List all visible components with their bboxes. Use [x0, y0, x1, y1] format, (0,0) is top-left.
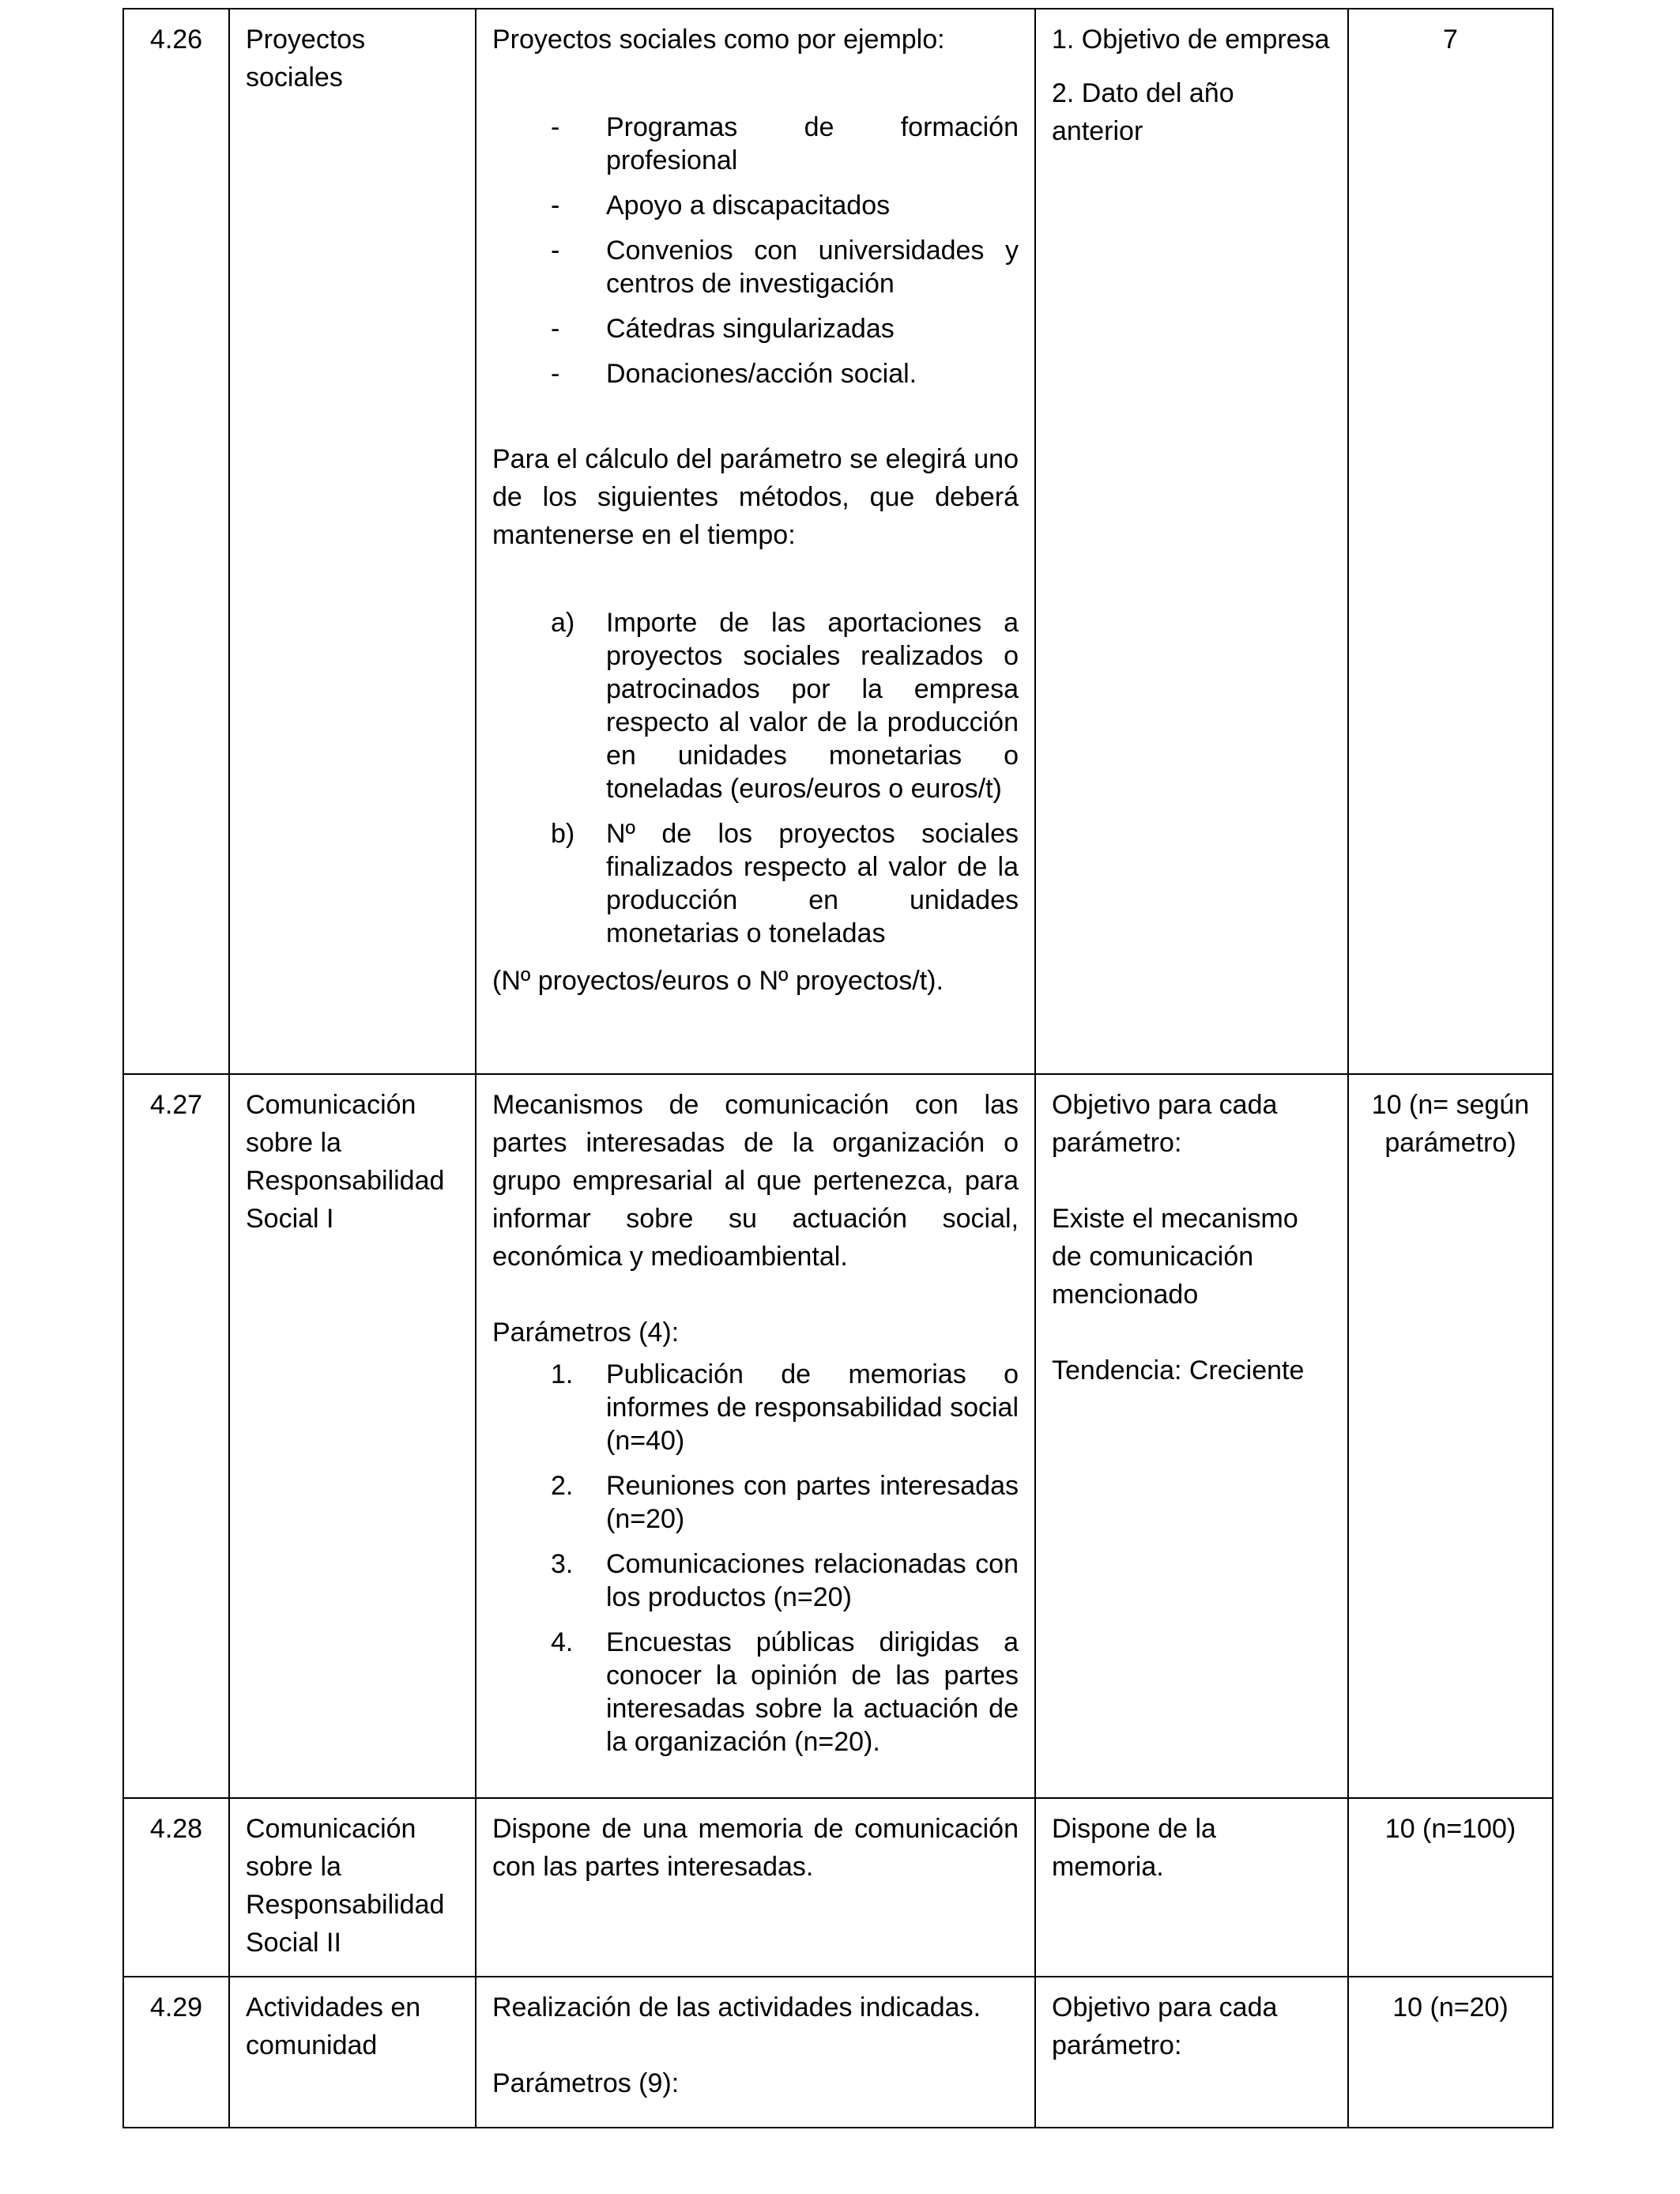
list-item: a) Importe de las aportaciones a proyectos sociales realizados o patrocinados por la empresa respecto al valor de la producción en unidades monetarias o toneladas (euros/euros o euros/t) — [551, 608, 1019, 804]
table-row — [123, 1977, 1553, 2128]
params-label: Parámetros (4): — [492, 1318, 680, 1348]
row-name-line: Comunicación — [246, 1090, 416, 1120]
row-name-line: Social I — [246, 1204, 334, 1234]
method-paragraph: Para el cálculo del parámetro se elegirá uno de los siguientes métodos, que deberá mantenerse en el tiempo: — [492, 444, 1019, 550]
row-objective — [1035, 1977, 1348, 2128]
table-row — [123, 9, 1553, 1074]
criteria-table — [122, 8, 1554, 2128]
row-number: 4.28 — [123, 1798, 229, 1977]
row-number: 4.29 — [123, 1977, 229, 2128]
table-row — [123, 1074, 1553, 1798]
row-points: 10 (n=100) — [1348, 1798, 1553, 1977]
table-row — [123, 1798, 1553, 1977]
objective-line: Existe el mecanismo de comunicación mencionado — [1052, 1204, 1298, 1310]
row-name-line: Responsabilidad — [246, 1166, 445, 1196]
description-intro: Realización de las actividades indicadas. — [492, 1992, 981, 2022]
row-name-line: sobre la — [246, 1852, 341, 1882]
row-number: 4.26 — [123, 9, 229, 1074]
list-item: b) Nº de los proyectos sociales finalizados respecto al valor de la producción en unidades monetarias o toneladas — [551, 819, 1019, 948]
row-objective — [1035, 1074, 1348, 1798]
list-item: - Donaciones/acción social. — [551, 359, 917, 389]
row-name — [229, 9, 476, 1074]
row-description — [476, 1977, 1035, 2128]
row-objective — [1035, 1798, 1348, 1977]
objective-line: 1. Objetivo de empresa — [1052, 25, 1330, 55]
row-points: 10 (n= según parámetro) — [1348, 1074, 1553, 1798]
objective-line: 2. Dato del año anterior — [1052, 78, 1234, 146]
list-item: 1. Publicación de memorias o informes de responsabilidad social (n=40) — [551, 1359, 1019, 1456]
objective-line: Dispone de la memoria. — [1052, 1814, 1216, 1882]
list-item: 3. Comunicaciones relacionadas con los productos (n=20) — [551, 1549, 1019, 1612]
row-points: 7 — [1348, 9, 1553, 1074]
objective-line: Tendencia: Creciente — [1052, 1355, 1305, 1385]
list-item: - Programas de formación profesional — [551, 112, 1019, 175]
list-item: - Cátedras singularizadas — [551, 314, 895, 344]
description-intro: Dispone de una memoria de comunicación con las partes interesadas. — [492, 1814, 1019, 1882]
list-item: - Convenios con universidades y centros de investigación — [551, 236, 1019, 299]
row-name-line: Social II — [246, 1928, 341, 1958]
row-name-line: sobre la — [246, 1128, 341, 1158]
example-list — [492, 111, 1019, 390]
row-number: 4.27 — [123, 1074, 229, 1798]
row-objective — [1035, 9, 1348, 1074]
row-description — [476, 9, 1035, 1074]
params-label: Parámetros (9): — [492, 2068, 680, 2098]
row-description — [476, 1798, 1035, 1977]
row-name-line: comunidad — [246, 2030, 378, 2060]
params-list — [492, 1358, 1019, 1759]
list-item: - Apoyo a discapacitados — [551, 190, 891, 221]
row-name-line: Actividades en — [246, 1992, 421, 2022]
method-closing: (Nº proyectos/euros o Nº proyectos/t). — [492, 966, 944, 996]
list-item: 2. Reuniones con partes interesadas (n=20) — [551, 1471, 1019, 1534]
row-name-line: sociales — [246, 62, 343, 92]
row-name — [229, 1977, 476, 2128]
row-name-line: Proyectos — [246, 25, 366, 55]
objective-line: Objetivo para cada parámetro: — [1052, 1992, 1278, 2060]
list-item: 4. Encuestas públicas dirigidas a conocer la opinión de las partes interesadas sobre la actuación de la organización (n=20). — [551, 1627, 1019, 1757]
row-description — [476, 1074, 1035, 1798]
row-name — [229, 1798, 476, 1977]
method-list — [492, 606, 1019, 950]
description-intro: Proyectos sociales como por ejemplo: — [492, 25, 945, 55]
row-points: 10 (n=20) — [1348, 1977, 1553, 2128]
row-name-line: Responsabilidad — [246, 1890, 445, 1920]
row-name — [229, 1074, 476, 1798]
description-intro: Mecanismos de comunicación con las partes interesadas de la organización o grupo empresarial al que pertenezca, para informar sobre su actuación social, económica y medioambiental. — [492, 1090, 1019, 1272]
objective-line: Objetivo para cada parámetro: — [1052, 1090, 1278, 1158]
row-name-line: Comunicación — [246, 1814, 416, 1844]
